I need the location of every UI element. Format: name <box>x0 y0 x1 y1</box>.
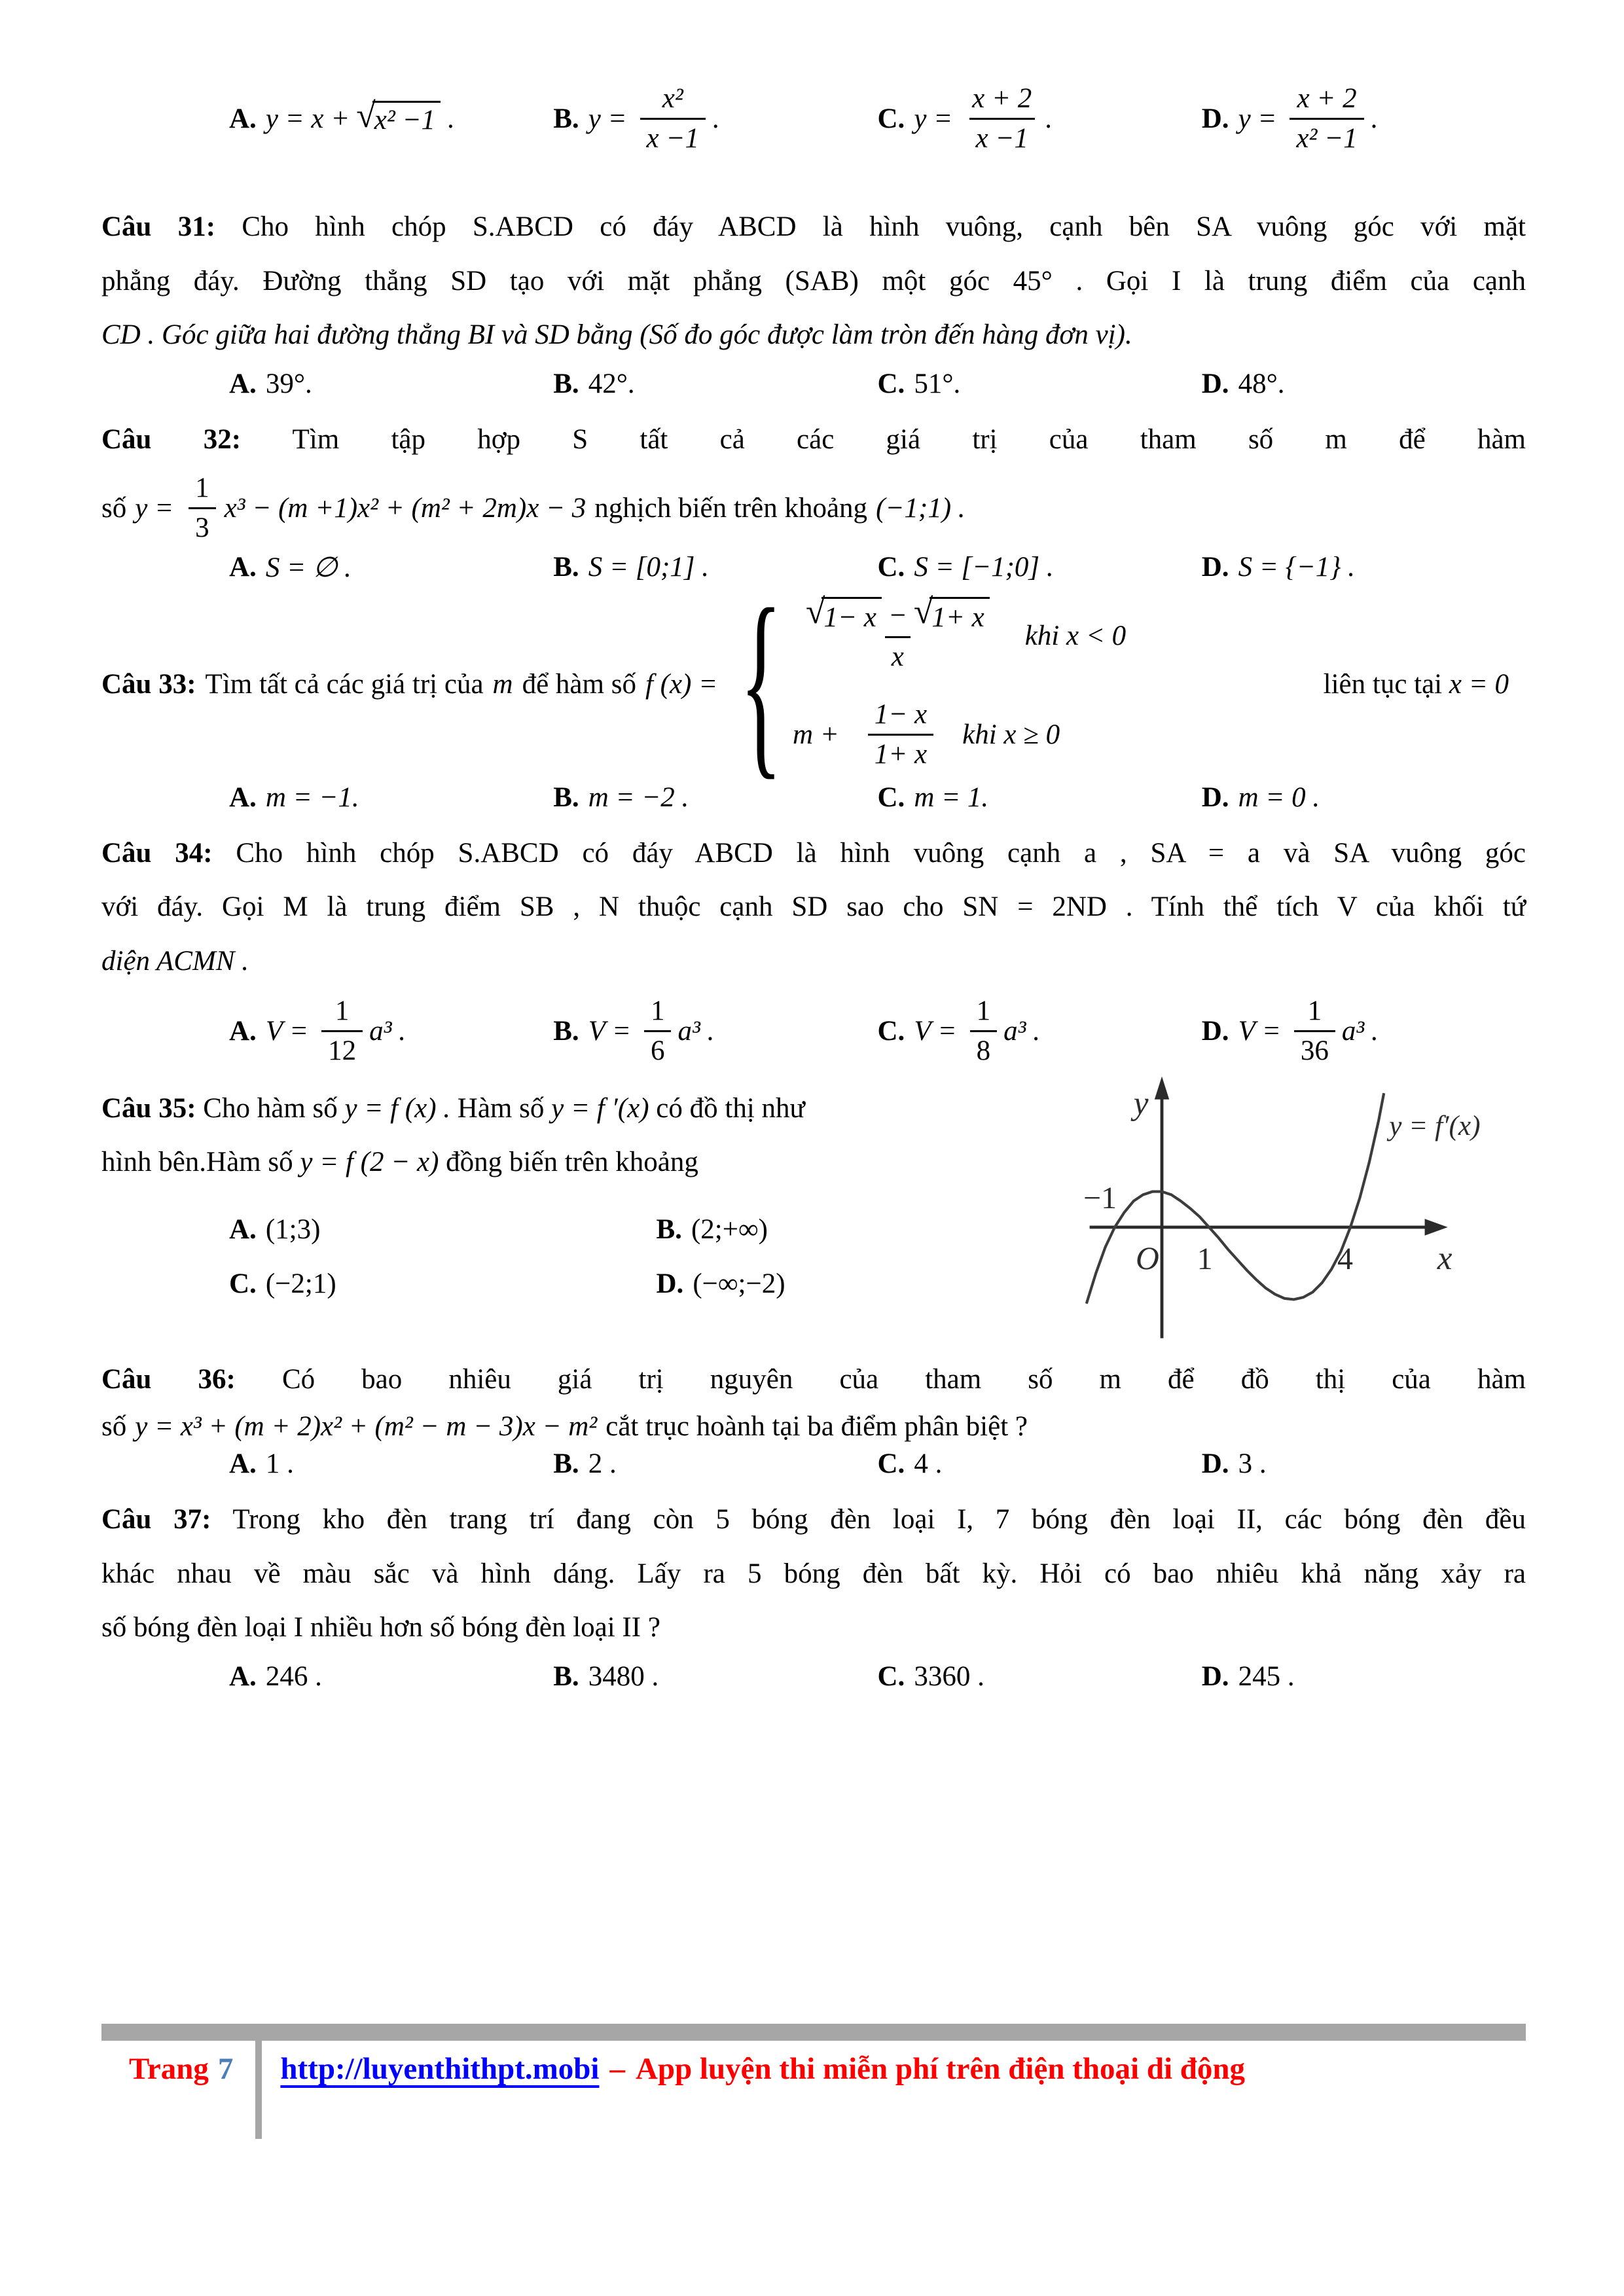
question-text: khác nhau về màu sắc và hình dáng. Lấy ra 5 bóng đèn bất kỳ. Hỏi có bao nhiêu khả năng xảy ra <box>101 1558 1526 1589</box>
question-text: liên tục tại <box>1323 669 1443 700</box>
piecewise-brace: { <box>740 568 782 798</box>
footer-divider-bar <box>101 2024 1526 2041</box>
option-letter: C. <box>877 1661 905 1693</box>
option-text: 4 . <box>914 1448 943 1480</box>
question-35-line-1 <box>101 1082 1083 1136</box>
option-d <box>1202 368 1526 400</box>
option-a <box>229 551 553 584</box>
formula-text: y = <box>135 492 174 524</box>
option-a <box>229 368 553 400</box>
denominator: 12 <box>321 1030 363 1069</box>
option-letter: A. <box>229 103 257 134</box>
fraction <box>321 994 363 1069</box>
option-text: 245 . <box>1238 1661 1295 1693</box>
question-37-line-3 <box>101 1601 1526 1655</box>
formula-text: a³ . <box>369 1016 406 1047</box>
question-31-line-3 <box>101 308 1526 363</box>
formula-text: f (x) = <box>645 669 718 700</box>
question-36-formula-line <box>101 1410 1526 1443</box>
option-letter: D. <box>1201 781 1229 813</box>
radical-sign: √ <box>805 591 825 631</box>
option-text: S = [−1;0] . <box>914 552 1054 583</box>
option-letter: A. <box>229 1213 257 1245</box>
question-31-options <box>229 368 1526 400</box>
option-letter: D. <box>1201 1661 1229 1693</box>
fraction <box>644 994 672 1069</box>
option-c <box>229 1268 657 1300</box>
origin-label: O <box>1136 1240 1159 1276</box>
option-letter: C. <box>877 1016 905 1047</box>
formula-text: (−1;1) . <box>876 492 965 524</box>
option-text: 2 . <box>588 1448 617 1480</box>
option-d <box>657 1268 1084 1300</box>
option-letter: C. <box>229 1268 257 1299</box>
question-text: số bóng đèn loại I nhiều hơn số bóng đèn loại II ? <box>101 1612 660 1643</box>
period: . <box>447 103 454 134</box>
question-36-line-1 <box>101 1353 1526 1407</box>
option-a <box>229 1448 553 1480</box>
piecewise-cases <box>792 591 1127 772</box>
option-d <box>1202 1660 1526 1693</box>
question-label: Câu 34: <box>101 837 213 869</box>
question-text: CD . Góc giữa hai đường thẳng BI và SD bằng <box>101 319 633 351</box>
tick-label-1: 1 <box>1197 1241 1213 1276</box>
question-label: Câu 31: <box>101 211 216 242</box>
option-b <box>553 781 877 814</box>
option-text: 3360 . <box>914 1661 984 1693</box>
page-content <box>101 52 1526 1706</box>
page-number-label: Trang <box>129 2052 209 2086</box>
footer-link[interactable]: http://luyenthithpt.mobi <box>280 2052 600 2086</box>
page-footer <box>101 2024 1526 2139</box>
case-condition: khi x < 0 <box>1024 620 1127 651</box>
question-35-options <box>101 1213 1083 1300</box>
question-37 <box>101 1493 1526 1693</box>
question-text: diện ACMN . <box>101 945 249 977</box>
formula-text: y = <box>588 103 627 134</box>
question-37-line-1 <box>101 1493 1526 1547</box>
option-d <box>1202 81 1526 156</box>
option-text: 3480 . <box>588 1661 659 1693</box>
option-letter: A. <box>229 781 257 813</box>
question-text: hình bên.Hàm số <box>101 1147 293 1178</box>
question-text: Tìm tập hợp S tất cả các giá trị của tham số m để hàm <box>292 423 1526 455</box>
option-b <box>553 1448 877 1480</box>
question-label: Câu 36: <box>101 1363 236 1395</box>
period: . <box>1370 103 1378 134</box>
question-text: Cho hình chóp S.ABCD có đáy ABCD là hình vuông cạnh a , SA = a và SA vuông góc <box>236 837 1526 869</box>
question-34 <box>101 827 1526 1069</box>
denominator: x −1 <box>969 118 1035 156</box>
option-letter: A. <box>229 552 257 583</box>
option-letter: A. <box>229 368 257 399</box>
denominator: 1+ x <box>868 734 933 772</box>
option-c <box>878 781 1202 814</box>
question-30-options <box>229 56 1526 181</box>
page-number: 7 <box>217 2052 234 2086</box>
option-text: 51°. <box>914 368 961 399</box>
formula-text: y = x + <box>265 103 350 134</box>
option-letter: C. <box>877 781 905 813</box>
question-31 <box>101 200 1526 400</box>
footer-vertical-bar <box>255 2041 262 2139</box>
option-letter: B. <box>656 1213 682 1245</box>
tick-label-neg1: −1 <box>1083 1181 1117 1216</box>
option-a <box>229 96 553 136</box>
question-label: Câu 32: <box>101 423 242 455</box>
radical-sign: √ <box>356 96 376 135</box>
option-letter: B. <box>553 552 579 583</box>
numerator: 1 <box>976 996 991 1027</box>
question-37-options <box>229 1660 1526 1693</box>
numerator <box>799 591 996 637</box>
option-letter: B. <box>553 1448 579 1480</box>
option-b <box>553 994 877 1069</box>
sqrt-expression <box>913 591 990 636</box>
question-35-line-2 <box>101 1136 1083 1190</box>
option-letter: B. <box>553 368 579 399</box>
option-letter: D. <box>1201 1448 1229 1480</box>
option-c <box>878 368 1202 400</box>
question-text: số <box>101 1411 127 1443</box>
question-33 <box>101 568 1526 814</box>
formula-text: y = x³ + (m + 2)x² + (m² − m − 3)x − m² <box>135 1411 598 1443</box>
question-33-tail <box>1324 668 1517 700</box>
option-letter: C. <box>877 103 905 134</box>
option-text: 39°. <box>265 368 312 399</box>
x-axis-label: x <box>1437 1239 1453 1277</box>
formula-text: a³ . <box>677 1016 715 1047</box>
option-c <box>878 81 1202 156</box>
question-text: Cho hình chóp S.ABCD có đáy ABCD là hình vuông, cạnh bên SA vuông góc với mặt <box>242 211 1526 242</box>
option-text: (1;3) <box>265 1213 321 1245</box>
question-text: số <box>101 492 127 524</box>
question-text: đồng biến trên khoảng <box>446 1147 698 1178</box>
question-text: Hàm số <box>457 1092 545 1124</box>
formula-text: x³ − (m +1)x² + (m² + 2m)x − 3 <box>224 492 586 524</box>
fraction <box>868 697 933 772</box>
formula-text: y = <box>914 103 953 134</box>
question-label: Câu 37: <box>101 1504 211 1535</box>
question-34-line-3 <box>101 935 1526 989</box>
numerator: 1 <box>650 996 665 1027</box>
option-text: S = [0;1] . <box>588 552 709 583</box>
question-34-options <box>229 994 1526 1069</box>
y-axis-label: y <box>1133 1085 1149 1122</box>
question-34-line-2 <box>101 880 1526 935</box>
numerator: x² <box>662 82 683 114</box>
formula-text: V = <box>1238 1016 1281 1047</box>
numerator: 1 <box>195 473 209 504</box>
option-c <box>878 551 1202 583</box>
fraction <box>640 81 706 156</box>
question-text: Có bao nhiêu giá trị nguyên của tham số m để đồ thị của hàm <box>281 1363 1526 1395</box>
question-31-line-2 <box>101 255 1526 309</box>
option-a <box>229 1213 657 1246</box>
question-33-options <box>229 781 1526 814</box>
fraction <box>799 591 996 675</box>
y-axis-arrow <box>1155 1076 1169 1099</box>
option-letter: B. <box>553 1016 579 1047</box>
footer-dash: – <box>609 2052 625 2086</box>
options-row-2 <box>229 1268 1083 1300</box>
option-text: m = 1. <box>914 781 989 813</box>
question-32 <box>101 413 1526 584</box>
option-text: 48°. <box>1238 368 1285 399</box>
question-label: Câu 35: <box>101 1092 196 1124</box>
radicand: 1+ x <box>929 597 989 636</box>
option-letter: D. <box>1201 552 1229 583</box>
formula-text: V = <box>265 1016 309 1047</box>
denominator: 3 <box>189 507 216 546</box>
option-letter: C. <box>877 368 905 399</box>
option-letter: D. <box>656 1268 684 1299</box>
option-d <box>1202 994 1526 1069</box>
question-32-formula-line <box>101 471 1526 546</box>
question-35 <box>101 1082 1526 1353</box>
formula-text: a³ . <box>1341 1016 1379 1047</box>
question-36 <box>101 1353 1526 1480</box>
denominator: x −1 <box>640 118 706 156</box>
sqrt-expression <box>805 591 882 636</box>
footer-tagline: App luyện thi miễn phí trên điện thoại di động <box>635 2052 1246 2086</box>
formula-text: y = f ′(x) <box>551 1092 649 1124</box>
question-37-line-2 <box>101 1547 1526 1602</box>
fraction <box>1290 81 1363 156</box>
option-letter: D. <box>1201 103 1229 134</box>
question-text: nghịch biến trên khoảng <box>594 492 868 524</box>
option-b <box>553 1660 877 1693</box>
option-c <box>878 994 1202 1069</box>
option-text: S = ∅ . <box>265 552 352 583</box>
footer-row <box>101 2041 1526 2139</box>
radical-sign: √ <box>913 591 933 631</box>
denominator: 6 <box>644 1030 672 1069</box>
option-text: 1 . <box>265 1448 294 1480</box>
formula-text: y = <box>1238 103 1277 134</box>
formula-text: y = f (2 − x) <box>300 1147 439 1178</box>
question-text: phẳng đáy. Đường thẳng SD tạo với mặt phẳng (SAB) một góc 45° . Gọi I là trung điểm của cạnh <box>101 265 1526 296</box>
fraction <box>965 81 1038 156</box>
numerator: x + 2 <box>972 82 1032 114</box>
tick-label-4: 4 <box>1337 1241 1353 1276</box>
formula-text: y = f (x) . <box>344 1092 451 1124</box>
formula-text: a³ . <box>1003 1016 1040 1047</box>
question-text: với đáy. Gọi M là trung điểm SB , N thuộc cạnh SD sao cho SN = 2ND . Tính thể tích V của khối tứ <box>101 891 1526 923</box>
question-32-options <box>229 551 1526 584</box>
option-text: 42°. <box>588 368 635 399</box>
radicand: 1− x <box>821 597 881 636</box>
piecewise-case-2 <box>793 697 1126 772</box>
question-36-options <box>229 1448 1526 1480</box>
option-letter: C. <box>877 552 905 583</box>
option-letter: A. <box>229 1016 257 1047</box>
option-d <box>1202 781 1526 814</box>
option-letter: A. <box>229 1661 257 1693</box>
sqrt-expression <box>356 96 441 136</box>
numerator: 1− x <box>874 699 928 730</box>
option-letter: B. <box>553 1661 579 1693</box>
period: . <box>712 103 719 134</box>
fraction <box>1294 994 1335 1069</box>
option-d <box>1202 1448 1526 1480</box>
option-b <box>553 551 877 583</box>
curve-label: y = f′(x) <box>1389 1111 1481 1142</box>
option-text: S = {−1} . <box>1238 552 1355 583</box>
option-a <box>229 781 553 814</box>
option-text: (2;+∞) <box>691 1213 768 1245</box>
minus-sign: − <box>888 600 907 632</box>
denominator: x <box>885 636 911 675</box>
option-a <box>229 994 553 1069</box>
option-text: 246 . <box>265 1661 322 1693</box>
formula-text: V = <box>588 1016 631 1047</box>
denominator: x² −1 <box>1290 118 1363 156</box>
question-34-line-1 <box>101 827 1526 881</box>
formula-text: m <box>492 669 513 700</box>
option-letter: D. <box>1201 368 1229 399</box>
denominator: 8 <box>970 1030 998 1069</box>
option-text: m = −1. <box>265 781 359 813</box>
question-31-line-1 <box>101 200 1526 255</box>
numerator: 1 <box>1307 996 1322 1027</box>
question-text: để hàm số <box>522 669 636 700</box>
x-axis-arrow <box>1425 1219 1448 1236</box>
piecewise-case-1 <box>793 591 1127 675</box>
question-text: Trong kho đèn trang trí đang còn 5 bóng đèn loại I, 7 bóng đèn loại II, các bóng đèn đều <box>232 1504 1526 1535</box>
formula-text: x = 0 <box>1449 669 1509 700</box>
period: . <box>1045 103 1053 134</box>
option-letter: B. <box>553 781 579 813</box>
question-label: Câu 33: <box>101 669 196 700</box>
option-text: m = 0 . <box>1238 781 1320 813</box>
options-row-1 <box>229 1213 1083 1246</box>
denominator: 36 <box>1294 1030 1335 1069</box>
option-letter: C. <box>877 1448 905 1480</box>
question-35-text-column <box>101 1082 1083 1322</box>
option-text: (−2;1) <box>265 1268 336 1299</box>
formula-text: m + <box>792 719 839 750</box>
option-letter: D. <box>1201 1016 1229 1047</box>
fraction <box>970 994 998 1069</box>
numerator: 1 <box>334 996 350 1027</box>
option-a <box>229 1660 553 1693</box>
option-b <box>553 81 877 156</box>
question-note: (Số đo góc được làm tròn đến hàng đơn vị). <box>640 319 1132 351</box>
question-text: cắt trục hoành tại ba điểm phân biệt ? <box>605 1411 1028 1443</box>
question-text: Tìm tất cả các giá trị của <box>205 669 484 700</box>
fraction <box>189 471 216 546</box>
derivative-graph <box>1083 1070 1502 1353</box>
option-b <box>657 1213 1084 1246</box>
question-text: Cho hàm số <box>203 1092 338 1124</box>
option-text: (−∞;−2) <box>693 1268 785 1299</box>
option-c <box>878 1448 1202 1480</box>
option-d <box>1202 551 1526 583</box>
question-text: có đồ thị như <box>656 1092 805 1124</box>
option-c <box>878 1660 1202 1693</box>
option-text: 3 . <box>1238 1448 1267 1480</box>
case-condition: khi x ≥ 0 <box>962 719 1060 750</box>
question-32-line-1 <box>101 413 1526 467</box>
option-letter: B. <box>553 103 579 134</box>
option-letter: A. <box>229 1448 257 1480</box>
option-b <box>553 368 877 400</box>
option-text: m = −2 . <box>588 781 689 813</box>
formula-text: V = <box>914 1016 957 1047</box>
question-35-figure <box>1083 1070 1532 1353</box>
numerator: x + 2 <box>1297 82 1357 114</box>
radicand: x² −1 <box>372 101 441 136</box>
